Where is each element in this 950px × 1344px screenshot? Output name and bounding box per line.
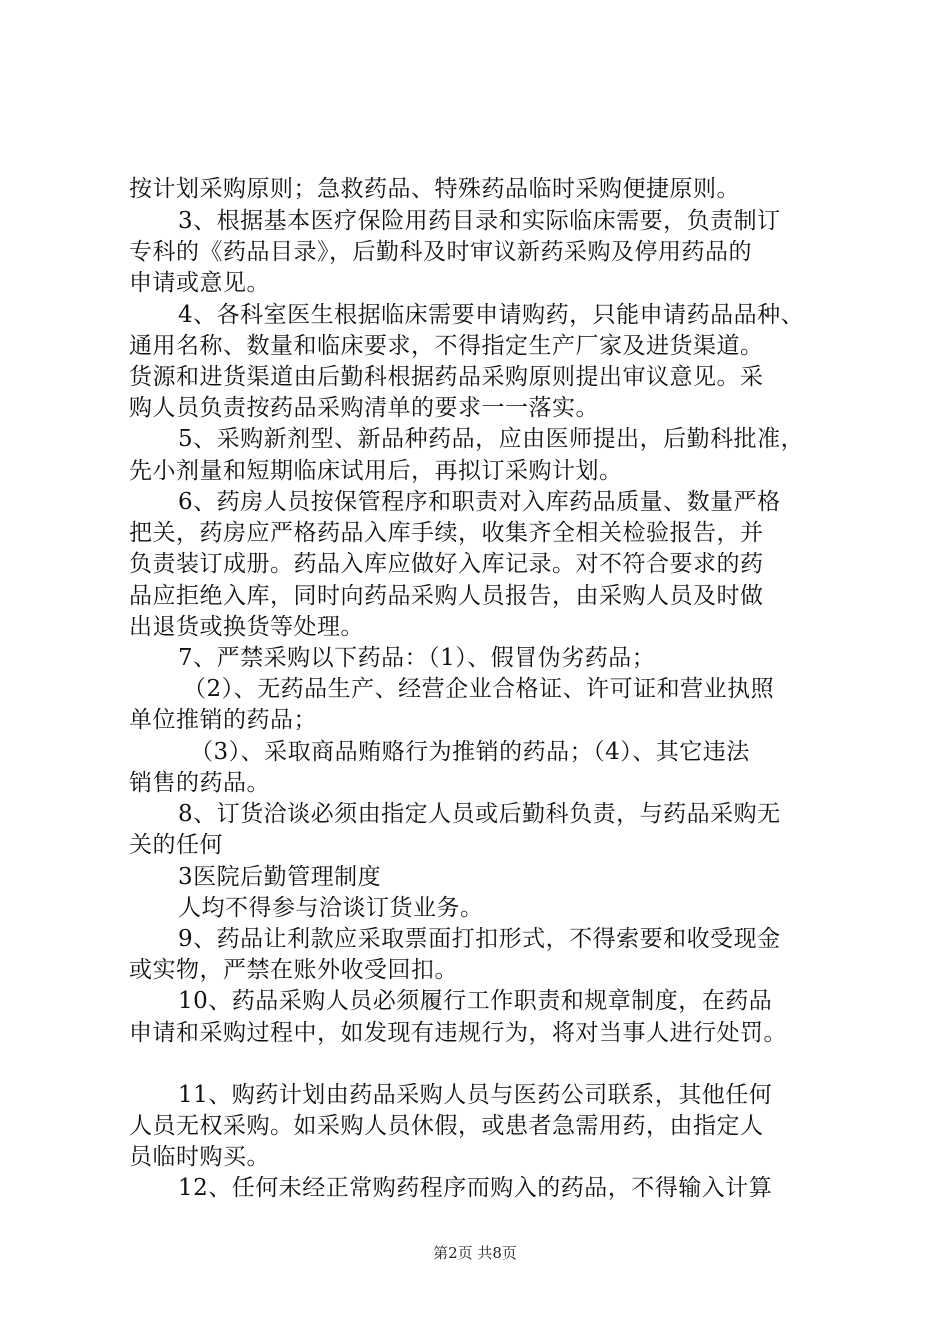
text-line: 申请和采购过程中，如发现有违规行为，将对当事人进行处罚。 [129, 1020, 787, 1046]
text-line: 先小剂量和短期临床试用后，再拟订采购计划。 [129, 458, 623, 484]
text-line: 5、采购新剂型、新品种药品，应由医师提出，后勤科批准， [178, 426, 805, 452]
text-line: 8、订货洽谈必须由指定人员或后勤科负责，与药品采购无 [178, 801, 781, 827]
text-line: 按计划采购原则；急救药品、特殊药品临时采购便捷原则。 [129, 176, 740, 202]
text-line: 6、药房人员按保管程序和职责对入库药品质量、数量严格 [178, 489, 781, 515]
text-line: 通用名称、数量和临床要求，不得指定生产厂家及进货渠道。 [129, 333, 764, 359]
text-line: 或实物，严禁在账外收受回扣。 [129, 957, 458, 983]
text-line: 销售的药品。 [129, 770, 270, 796]
text-line: 12、任何未经正常购药程序而购入的药品，不得输入计算 [178, 1175, 773, 1201]
text-line: （3）、采取商品贿赂行为推销的药品；（4）、其它违法 [190, 739, 750, 765]
text-line: 单位推销的药品； [129, 707, 317, 733]
text-line: 负责装订成册。药品入库应做好入库记录。对不符合要求的药 [129, 551, 764, 577]
text-line: 10、药品采购人员必须履行工作职责和规章制度，在药品 [178, 988, 773, 1014]
text-line: 9、药品让利款应采取票面打扣形式，不得索要和收受现金 [178, 926, 781, 952]
text-line: 货源和进货渠道由后勤科根据药品采购原则提出审议意见。采 [129, 364, 764, 390]
text-line: 出退货或换货等处理。 [129, 614, 364, 640]
text-line: 专科的《药品目录》，后勤科及时审议新药采购及停用药品的 [129, 239, 752, 265]
text-line: 3、根据基本医疗保险用药目录和实际临床需要，负责制订 [178, 208, 781, 234]
text-line: 11、购药计划由药品采购人员与医药公司联系，其他任何 [178, 1082, 773, 1108]
text-line: 4、各科室医生根据临床需要申请购药，只能申请药品品种、 [178, 302, 805, 328]
text-line: 关的任何 [129, 832, 223, 858]
text-line: 申请或意见。 [129, 270, 270, 296]
text-line: 3医院后勤管理制度 [178, 864, 382, 890]
text-line: 品应拒绝入库，同时向药品采购人员报告，由采购人员及时做 [129, 583, 764, 609]
text-line: 把关，药房应严格药品入库手续，收集齐全相关检验报告，并 [129, 520, 764, 546]
text-line: 员临时购买。 [129, 1144, 270, 1170]
text-line: （2）、无药品生产、经营企业合格证、许可证和营业执照 [183, 676, 775, 702]
text-line: 人员无权采购。如采购人员休假，或患者急需用药，由指定人 [129, 1113, 764, 1139]
text-line: 人均不得参与洽谈订货业务。 [178, 895, 484, 921]
text-line: 7、严禁采购以下药品：（1）、假冒伪劣药品； [178, 645, 656, 671]
page-number-footer: 第2页 共8页 [433, 1244, 517, 1262]
text-line: 购人员负责按药品采购清单的要求一一落实。 [129, 395, 599, 421]
